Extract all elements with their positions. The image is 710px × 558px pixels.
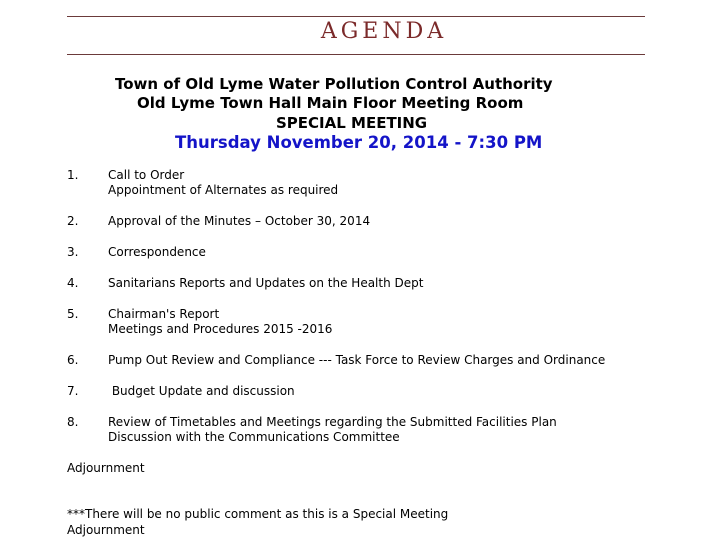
item-subtext: Meetings and Procedures 2015 -2016 (108, 322, 333, 336)
item-text: Sanitarians Reports and Updates on the Health Dept (108, 276, 424, 290)
adjournment-label: Adjournment (67, 461, 145, 475)
item-number: 8. (67, 415, 79, 429)
item-text: Review of Timetables and Meetings regarding the Submitted Facilities Plan (108, 415, 557, 429)
header-rule-top (67, 16, 645, 17)
adjournment-label-final: Adjournment (67, 523, 145, 537)
public-comment-note: ***There will be no public comment as this is a Special Meeting (67, 507, 449, 521)
item-number: 7. (67, 384, 79, 398)
header-rule-bottom (67, 54, 645, 55)
item-number: 1. (67, 168, 79, 182)
item-text: Budget Update and discussion (108, 384, 295, 398)
meeting-type: SPECIAL MEETING (276, 114, 428, 132)
item-number: 3. (67, 245, 79, 259)
meeting-datetime: Thursday November 20, 2014 - 7:30 PM (175, 133, 543, 152)
item-number: 4. (67, 276, 79, 290)
item-text: Pump Out Review and Compliance --- Task Force to Review Charges and Ordinance (108, 353, 606, 367)
item-subtext: Discussion with the Communications Committee (108, 430, 400, 444)
item-number: 2. (67, 214, 79, 228)
organization-name: Town of Old Lyme Water Pollution Control Authority (115, 75, 553, 93)
agenda-title: AGENDA (320, 19, 448, 44)
item-text: Call to Order (108, 168, 185, 182)
item-subtext: Appointment of Alternates as required (108, 183, 339, 197)
item-text: Correspondence (108, 245, 206, 259)
item-number: 5. (67, 307, 79, 321)
item-number: 6. (67, 353, 79, 367)
meeting-location: Old Lyme Town Hall Main Floor Meeting Room (137, 94, 524, 112)
item-text: Chairman's Report (108, 307, 220, 321)
item-text: Approval of the Minutes – October 30, 2014 (108, 214, 371, 228)
